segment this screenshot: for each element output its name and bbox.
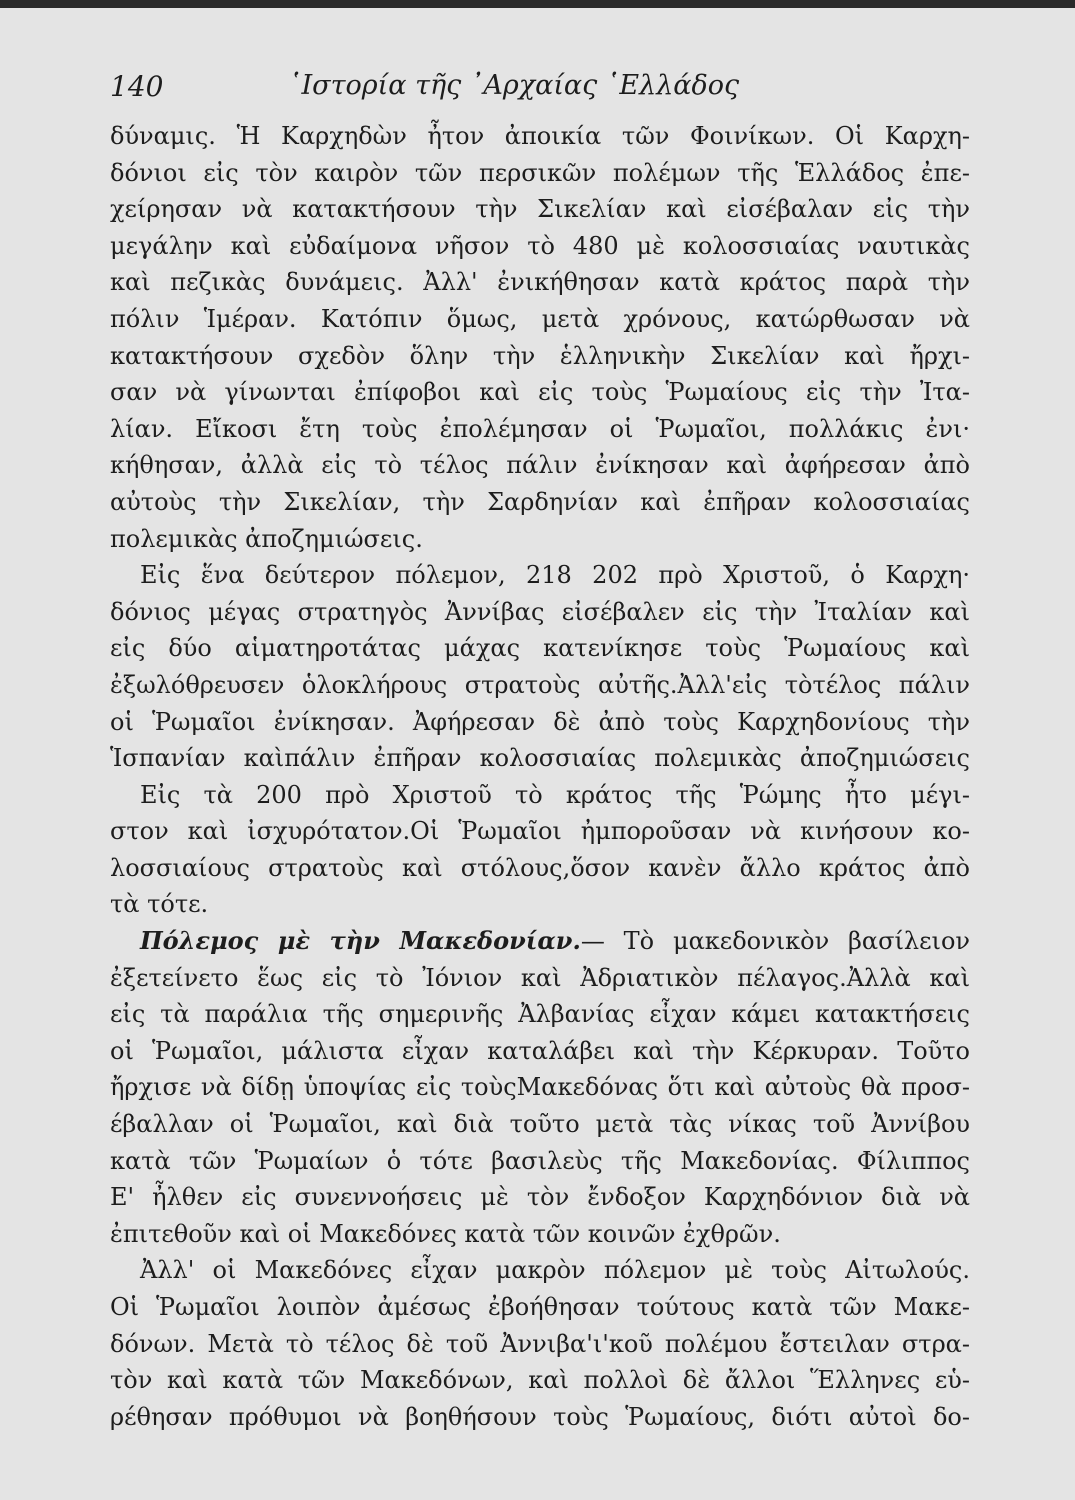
scan-top-edge	[0, 0, 1075, 8]
text-line: Ἱσπανίαν καὶπάλιν ἐπῆραν κολοσσιαίας πολεμικὰς ἀποζημιώσεις	[110, 744, 970, 773]
text-line: Ε' ἦλθεν εἰς συνεννοήσεις μὲ τὸν ἔνδοξον Καρχηδόνιον διὰ νὰ	[110, 1183, 970, 1212]
text-line: χείρησαν νὰ κατακτήσουν τὴν Σικελίαν καὶ εἰσέβαλαν εἰς τὴν	[110, 195, 970, 224]
text-line: κατακτήσουν σχεδὸν ὅλην τὴν ἑλληνικὴν Σικελίαν καὶ ἤρχι-	[110, 341, 970, 370]
text-line: τὸν καὶ κατὰ τῶν Μακεδόνων, καὶ πολλοὶ δὲ ἄλλοι Ἕλληνες εὑ-	[110, 1366, 970, 1395]
text-line: αὐτοὺς τὴν Σικελίαν, τὴν Σαρδηνίαν καὶ ἐπῆραν κολοσσιαίας	[110, 487, 970, 516]
text-line: ἐξωλόθρευσεν ὁλοκλήρους στρατοὺς αὐτῆς.Ἀλλ'εἰς τὸτέλος πάλιν	[110, 670, 970, 699]
text-line: Οἱ Ῥωμαῖοι λοιπὸν ἀμέσως ἐβοήθησαν τούτους κατὰ τῶν Μακε-	[110, 1293, 970, 1321]
text-line: ρέθησαν πρόθυμοι νὰ βοηθήσουν τοὺς Ῥωμαίους, διότι αὐτοὶ δο-	[110, 1402, 970, 1431]
text-line: λίαν. Εἴκοσι ἔτη τοὺς ἐπολέμησαν οἱ Ῥωμαῖοι, πολλάκις ἐνι·	[110, 414, 970, 443]
text-line: λοσσιαίους στρατοὺς καὶ στόλους,ὅσον κανὲν ἄλλο κράτος ἀπὸ	[110, 853, 970, 882]
text-line: Εἰς τὰ 200 πρὸ Χριστοῦ τὸ κράτος τῆς Ῥώμης ἦτο μέγι-	[140, 780, 970, 809]
text-line: κατὰ τῶν Ῥωμαίων ὁ τότε βασιλεὺς τῆς Μακεδονίας. Φίλιππος	[110, 1146, 970, 1175]
text-line: εἰς τὰ παράλια τῆς σημερινῆς Ἀλβανίας εἶχαν κάμει κατακτήσεις	[110, 1000, 970, 1029]
text-line: — Τὸ μακεδονικὸν βασίλειον	[580, 927, 970, 956]
text-line: κήθησαν, ἀλλὰ εἰς τὸ τέλος πάλιν ἐνίκησαν καὶ ἀφήρεσαν ἀπὸ	[110, 451, 970, 480]
section-heading: Πόλεμος μὲ τὴν Μακεδονίαν.	[140, 926, 581, 956]
text-line: οἱ Ῥωμαῖοι ἐνίκησαν. Ἀφήρεσαν δὲ ἀπὸ τοὺς Καρχηδονίους τὴν	[110, 707, 970, 736]
section-heading-line	[110, 923, 970, 960]
text-line: καὶ πεζικὰς δυνάμεις. Ἀλλ' ἐνικήθησαν κατὰ κράτος παρὰ τὴν	[110, 268, 970, 297]
text-line: ἤρχισε νὰ δίδῃ ὑποψίας εἰς τοὺςΜακεδόνας ὅτι καὶ αὐτοὺς θὰ προσ-	[110, 1073, 970, 1102]
body-text	[110, 118, 970, 1435]
text-line: πολεμικὰς ἀποζημιώσεις.	[110, 524, 423, 553]
text-line: δόνων. Μετὰ τὸ τέλος δὲ τοῦ Ἀννιβα'ι'κοῦ πολέμου ἔστειλαν στρα-	[110, 1329, 970, 1358]
text-line: ἐπιτεθοῦν καὶ οἱ Μακεδόνες κατὰ τῶν κοινῶν ἐχθρῶν.	[110, 1219, 781, 1248]
text-line: μεγάλην καὶ εὐδαίμονα νῆσον τὸ 480 μὲ κολοσσιαίας ναυτικὰς	[110, 231, 970, 260]
page-number: 140	[110, 70, 164, 103]
text-line: Εἰς ἕνα δεύτερον πόλεμον, 218 202 πρὸ Χριστοῦ, ὁ Καρχη·	[140, 561, 970, 590]
text-line: Ἀλλ' οἱ Μακεδόνες εἶχαν μακρὸν πόλεμον μὲ τοὺς Αἰτωλούς.	[140, 1256, 970, 1285]
text-line: έβαλλαν οἱ Ῥωμαῖοι, καὶ διὰ τοῦτο μετὰ τὰς νίκας τοῦ Ἀννίβου	[110, 1110, 970, 1139]
text-line: σαν νὰ γίνωνται ἐπίφοβοι καὶ εἰς τοὺς Ῥωμαίους εἰς τὴν Ἰτα-	[110, 378, 970, 407]
text-line: δόνιοι εἰς τὸν καιρὸν τῶν περσικῶν πολέμων τῆς Ἑλλάδος ἐπε-	[110, 158, 970, 187]
running-title: ῾Ιστορία τῆς ᾿Αρχαίας ῾Ελλάδος	[288, 70, 740, 101]
text-line: τὰ τότε.	[110, 890, 209, 919]
text-line: δόνιος μέγας στρατηγὸς Ἀννίβας εἰσέβαλεν εἰς τὴν Ἰταλίαν καὶ	[110, 597, 970, 626]
text-line: δύναμις. Ἡ Καρχηδὼν ἦτον ἀποικία τῶν Φοινίκων. Οἱ Καρχη-	[110, 122, 970, 150]
text-line: εἰς δύο αἱματηροτάτας μάχας κατενίκησε τοὺς Ῥωμαίους καὶ	[110, 634, 970, 663]
page-header	[110, 70, 970, 110]
text-line: στον καὶ ἰσχυρότατον.Οἱ Ῥωμαῖοι ἠμποροῦσαν νὰ κινήσουν κο-	[110, 817, 970, 846]
text-line: ἐξετείνετο ἕως εἰς τὸ Ἰόνιον καὶ Ἀδριατικὸν πέλαγος.Ἀλλὰ καὶ	[110, 963, 970, 992]
text-line: πόλιν Ἱμέραν. Κατόπιν ὅμως, μετὰ χρόνους, κατώρθωσαν νὰ	[110, 304, 970, 333]
text-line: οἱ Ῥωμαῖοι, μάλιστα εἶχαν καταλάβει καὶ τὴν Κέρκυραν. Τοῦτο	[110, 1036, 970, 1065]
